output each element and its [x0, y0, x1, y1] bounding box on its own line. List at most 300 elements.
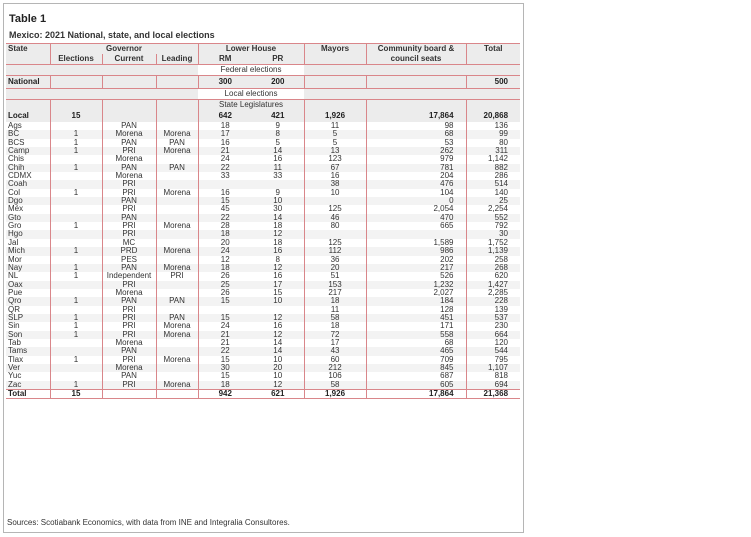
cell-pr: 11 [252, 164, 304, 172]
cell-pr: 14 [273, 338, 283, 347]
cell-pr: 8 [275, 255, 280, 264]
cell-rm: 21 [198, 331, 252, 339]
table-row [6, 272, 520, 280]
cell-community: 2,054 [366, 205, 466, 213]
cell-elections [50, 155, 102, 163]
cell-community: 68 [366, 339, 466, 347]
cell-leading: PAN [156, 297, 198, 305]
cell-state: Oax [6, 281, 50, 289]
table-row [6, 339, 520, 347]
cell-leading: Morena [156, 147, 198, 155]
cell-pr: 16 [273, 322, 283, 331]
cell-state: Son [6, 331, 50, 339]
state-legislatures-label: State Legislatures [198, 100, 304, 111]
cell-current: Morena [102, 172, 156, 180]
federal-label: Federal elections [198, 65, 304, 76]
cell-rm: 24 [198, 322, 252, 330]
cell-pr [252, 306, 304, 314]
cell-pr: 12 [252, 264, 304, 272]
cell-leading: Morena [156, 264, 198, 272]
cell-elections: 1 [50, 139, 102, 147]
cell-community: 184 [366, 297, 466, 305]
cell-state: QR [8, 305, 20, 314]
cell-elections [50, 281, 102, 289]
cell-current: PAN [102, 197, 156, 205]
cell-current: PAN [102, 122, 156, 130]
cell-total: 258 [466, 256, 520, 264]
cell-rm: 12 [198, 256, 252, 264]
cell-pr [252, 180, 304, 188]
cell-elections [50, 230, 102, 238]
cell-mayors: 13 [304, 147, 366, 155]
cell-state: CDMX [8, 172, 32, 181]
cell-leading [156, 172, 198, 180]
cell-state: Camp [6, 147, 50, 155]
cell-rm: 22 [198, 164, 252, 172]
cell-community: 605 [366, 381, 466, 390]
table-row [6, 256, 520, 264]
cell-leading [156, 289, 198, 297]
cell-elections: 1 [50, 272, 102, 280]
cell-rm: 15 [198, 314, 252, 322]
cell-community: 986 [366, 247, 466, 255]
cell-pr: 16 [252, 247, 304, 255]
cell-pr: 30 [273, 205, 283, 214]
cell-rm: 21 [198, 147, 252, 155]
cell-leading: Morena [156, 322, 198, 330]
cell-mayors [304, 197, 366, 205]
cell-state: Tams [6, 347, 50, 355]
cell-total: 544 [466, 347, 520, 355]
header-mayors: Mayors [304, 44, 366, 55]
cell-pr: 16 [273, 272, 283, 281]
cell-state: Mich [6, 247, 50, 255]
cell-mayors: 106 [304, 372, 366, 380]
cell-leading [156, 230, 198, 238]
cell-total: 818 [466, 372, 520, 380]
header-current: Current [102, 54, 156, 65]
elections-table [6, 43, 520, 399]
cell-elections [50, 339, 102, 347]
local-rm: 642 [198, 110, 252, 122]
cell-current: PRI [102, 180, 156, 188]
cell-community: 979 [366, 155, 466, 163]
table-row [6, 264, 520, 272]
cell-leading [156, 372, 198, 380]
cell-total: 311 [466, 147, 520, 155]
cell-mayors: 51 [304, 272, 366, 280]
cell-pr: 10 [252, 297, 304, 305]
cell-mayors: 43 [304, 347, 366, 355]
cell-community: 1,589 [366, 239, 466, 247]
cell-leading [156, 339, 198, 347]
cell-current: Morena [102, 289, 156, 297]
table-row [6, 306, 520, 314]
cell-mayors: 5 [304, 130, 366, 138]
cell-state: Coah [6, 180, 50, 188]
cell-state: BC [6, 130, 50, 138]
table-row [6, 230, 520, 238]
cell-elections: 1 [50, 164, 102, 172]
cell-pr: 14 [252, 147, 304, 155]
cell-elections: 1 [50, 356, 102, 364]
cell-current: PRI [102, 281, 156, 289]
cell-current: PRI [102, 189, 156, 197]
cell-community: 217 [366, 264, 466, 272]
cell-rm: 21 [198, 339, 252, 347]
cell-total: 1,142 [466, 155, 520, 163]
cell-mayors: 16 [304, 172, 366, 180]
header-lower-house: Lower House [198, 44, 304, 55]
table-row [6, 314, 520, 322]
cell-state: NL [8, 272, 19, 281]
cell-mayors: 112 [304, 247, 366, 255]
cell-community: 68 [366, 130, 466, 138]
cell-community: 104 [366, 189, 466, 197]
cell-rm: 15 [198, 297, 252, 305]
cell-pr: 16 [273, 155, 283, 164]
local-elections: 15 [50, 110, 102, 122]
table-row [6, 281, 520, 289]
cell-state: Zac [6, 381, 50, 390]
cell-total: 140 [466, 189, 520, 197]
cell-leading: Morena [156, 247, 198, 255]
cell-leading: PRI [156, 272, 198, 280]
cell-state: Qro [6, 297, 50, 305]
cell-pr: 18 [273, 222, 283, 231]
cell-total: 120 [466, 339, 520, 347]
cell-leading [156, 281, 198, 289]
cell-leading [156, 306, 198, 314]
cell-mayors: 17 [304, 339, 366, 347]
cell-community [366, 230, 466, 238]
local-total: 20,868 [466, 110, 520, 122]
source-note: Sources: Scotiabank Economics, with data from INE and Integralia Consultores. [7, 518, 290, 527]
cell-community: 845 [366, 364, 466, 372]
table-row [6, 356, 520, 364]
header-community: Community board & [366, 44, 466, 55]
cell-mayors: 80 [304, 222, 366, 230]
cell-mayors: 217 [304, 289, 366, 297]
cell-community: 262 [366, 147, 466, 155]
cell-elections [50, 347, 102, 355]
cell-community: 202 [366, 256, 466, 264]
cell-pr: 15 [273, 288, 283, 297]
cell-elections: 1 [50, 314, 102, 322]
cell-current: PRI [102, 314, 156, 322]
cell-rm: 26 [198, 272, 252, 280]
cell-current: PRI [102, 306, 156, 314]
cell-leading [156, 239, 198, 247]
cell-state: Col [8, 188, 21, 197]
cell-pr: 5 [275, 138, 280, 147]
total-total: 21,368 [466, 390, 520, 399]
cell-state: Ags [8, 122, 22, 130]
header-elections: Elections [50, 54, 102, 65]
cell-state: SLP [6, 314, 50, 322]
national-pr: 200 [252, 76, 304, 89]
cell-leading: Morena [156, 222, 198, 230]
cell-elections [50, 306, 102, 314]
cell-total: 286 [466, 172, 520, 180]
cell-rm: 18 [198, 264, 252, 272]
cell-pr: 14 [252, 347, 304, 355]
header-state: State [6, 44, 50, 55]
cell-community: 687 [366, 372, 466, 380]
cell-total: 2,254 [466, 205, 520, 213]
cell-mayors [304, 230, 366, 238]
header-governor: Governor [50, 44, 198, 55]
table-row [6, 130, 520, 138]
cell-community: 204 [366, 172, 466, 180]
cell-elections: 1 [50, 130, 102, 138]
cell-leading: Morena [156, 130, 198, 138]
cell-state: Tab [8, 338, 21, 347]
table-row [6, 197, 520, 205]
cell-mayors: 125 [304, 205, 366, 213]
table-row [6, 347, 520, 355]
cell-elections [50, 289, 102, 297]
cell-mayors: 38 [304, 180, 366, 188]
cell-rm: 18 [198, 230, 252, 238]
cell-state: Dgo [6, 197, 50, 205]
cell-total: 882 [466, 164, 520, 172]
cell-rm: 15 [198, 197, 252, 205]
cell-rm [198, 180, 252, 188]
cell-pr: 20 [252, 364, 304, 372]
cell-pr: 10 [273, 355, 283, 364]
cell-community: 470 [366, 214, 466, 222]
cell-leading [156, 214, 198, 222]
cell-rm: 28 [198, 222, 252, 230]
cell-mayors: 11 [304, 306, 366, 314]
cell-total: 99 [466, 130, 520, 138]
cell-total: 1,427 [466, 281, 520, 289]
total-row [6, 390, 520, 399]
cell-rm: 16 [198, 139, 252, 147]
cell-total: 694 [466, 381, 520, 390]
cell-current: PAN [102, 297, 156, 305]
cell-current: Independent [102, 272, 156, 280]
cell-state: Mor [8, 255, 22, 264]
cell-mayors: 72 [304, 331, 366, 339]
cell-community: 476 [366, 180, 466, 188]
cell-elections [50, 172, 102, 180]
cell-current: PRI [102, 205, 156, 213]
table-row [6, 164, 520, 172]
header-row-2 [6, 54, 520, 65]
header-row-1 [6, 44, 520, 55]
total-mayors: 1,926 [304, 390, 366, 399]
cell-pr: 12 [252, 314, 304, 322]
cell-rm: 16 [198, 189, 252, 197]
cell-total: 552 [466, 214, 520, 222]
cell-mayors: 11 [304, 122, 366, 130]
cell-community: 53 [366, 139, 466, 147]
cell-elections: 1 [50, 147, 102, 155]
cell-current: PRI [102, 322, 156, 330]
cell-total: 139 [466, 306, 520, 314]
cell-leading [156, 155, 198, 163]
cell-elections: 1 [50, 297, 102, 305]
cell-rm: 18 [198, 122, 252, 130]
cell-state: Sin [8, 322, 20, 331]
cell-rm: 22 [198, 347, 252, 355]
cell-leading: PAN [156, 164, 198, 172]
cell-rm: 45 [198, 205, 252, 213]
cell-elections [50, 180, 102, 188]
cell-current: PAN [102, 214, 156, 222]
table-row [6, 322, 520, 330]
cell-elections: 1 [50, 222, 102, 230]
cell-state: Pue [8, 288, 23, 297]
cell-state: Tlax [8, 355, 24, 364]
cell-community: 128 [366, 306, 466, 314]
cell-community: 558 [366, 331, 466, 339]
cell-pr: 17 [252, 281, 304, 289]
cell-mayors: 10 [304, 189, 366, 197]
cell-leading [156, 197, 198, 205]
cell-mayors: 18 [304, 297, 366, 305]
cell-total: 792 [466, 222, 520, 230]
local-state: Local [6, 110, 50, 122]
national-rm: 300 [198, 76, 252, 89]
cell-mayors: 153 [304, 281, 366, 289]
table-row [6, 297, 520, 305]
state-legislatures-row [6, 100, 520, 111]
cell-elections [50, 214, 102, 222]
cell-mayors: 212 [304, 364, 366, 372]
national-state: National [6, 76, 50, 89]
cell-mayors: 36 [304, 256, 366, 264]
cell-current: MC [102, 239, 156, 247]
cell-pr: 33 [273, 172, 283, 181]
local-summary-row [6, 110, 520, 122]
cell-state: Jal [8, 238, 19, 247]
table-row [6, 205, 520, 213]
cell-total: 80 [466, 139, 520, 147]
cell-state: BCS [8, 138, 25, 147]
cell-rm: 20 [198, 239, 252, 247]
table-row [6, 222, 520, 230]
table-row [6, 372, 520, 380]
cell-pr: 12 [252, 331, 304, 339]
cell-mayors: 123 [304, 155, 366, 163]
table-row [6, 364, 520, 372]
cell-community: 1,232 [366, 281, 466, 289]
cell-elections [50, 372, 102, 380]
cell-total: 30 [466, 230, 520, 238]
cell-pr: 9 [275, 188, 280, 197]
cell-rm: 18 [198, 381, 252, 390]
cell-elections [50, 364, 102, 372]
table-row [6, 239, 520, 247]
cell-community: 526 [366, 272, 466, 280]
cell-current: PAN [102, 347, 156, 355]
cell-total: 268 [466, 264, 520, 272]
cell-state: Hgo [6, 230, 50, 238]
cell-community: 781 [366, 164, 466, 172]
cell-pr: 8 [252, 130, 304, 138]
cell-total: 25 [466, 197, 520, 205]
cell-pr: 12 [252, 230, 304, 238]
cell-state: Méx [8, 205, 24, 214]
cell-rm: 30 [198, 364, 252, 372]
cell-community: 0 [366, 197, 466, 205]
table-row [6, 247, 520, 255]
cell-elections: 1 [50, 331, 102, 339]
cell-current: PAN [102, 264, 156, 272]
cell-total: 620 [466, 272, 520, 280]
cell-pr: 9 [275, 122, 280, 130]
national-row [6, 76, 520, 89]
cell-rm [198, 306, 252, 314]
cell-pr: 18 [273, 238, 283, 247]
cell-community: 665 [366, 222, 466, 230]
cell-community: 98 [366, 122, 466, 130]
cell-mayors: 60 [304, 356, 366, 364]
cell-leading [156, 205, 198, 213]
cell-current: Morena [102, 339, 156, 347]
table-row [6, 139, 520, 147]
cell-current: PRI [102, 222, 156, 230]
local-pr: 421 [252, 110, 304, 122]
table-row [6, 147, 520, 155]
cell-leading [156, 256, 198, 264]
cell-rm: 17 [198, 130, 252, 138]
header-pr: PR [252, 54, 304, 65]
cell-mayors: 125 [304, 239, 366, 247]
cell-rm: 15 [198, 356, 252, 364]
cell-leading: Morena [156, 331, 198, 339]
cell-leading [156, 347, 198, 355]
cell-current: PRI [102, 331, 156, 339]
cell-state: Gto [6, 214, 50, 222]
cell-elections: 1 [50, 322, 102, 330]
total-pr: 621 [252, 390, 304, 399]
cell-mayors: 67 [304, 164, 366, 172]
local-mayors: 1,926 [304, 110, 366, 122]
cell-current: PAN [102, 372, 156, 380]
cell-community: 451 [366, 314, 466, 322]
cell-pr: 12 [252, 381, 304, 390]
cell-total: 1,107 [466, 364, 520, 372]
total-leading [156, 390, 198, 399]
total-elections: 15 [50, 390, 102, 399]
cell-current: PES [102, 256, 156, 264]
total-community: 17,864 [366, 390, 466, 399]
header-total: Total [466, 44, 520, 55]
cell-mayors: 58 [304, 314, 366, 322]
cell-leading: Morena [156, 356, 198, 364]
cell-rm: 26 [198, 289, 252, 297]
cell-total: 230 [466, 322, 520, 330]
federal-band [6, 65, 520, 76]
table-row [6, 189, 520, 197]
cell-elections [50, 197, 102, 205]
cell-elections [50, 205, 102, 213]
total-state: Total [6, 390, 50, 399]
table-row [6, 122, 520, 130]
cell-state: Ver [6, 364, 50, 372]
cell-mayors: 58 [304, 381, 366, 390]
local-label: Local elections [198, 89, 304, 100]
cell-total: 228 [466, 297, 520, 305]
cell-community: 2,027 [366, 289, 466, 297]
table-row [6, 180, 520, 188]
cell-leading: Morena [156, 381, 198, 390]
header-leading: Leading [156, 54, 198, 65]
